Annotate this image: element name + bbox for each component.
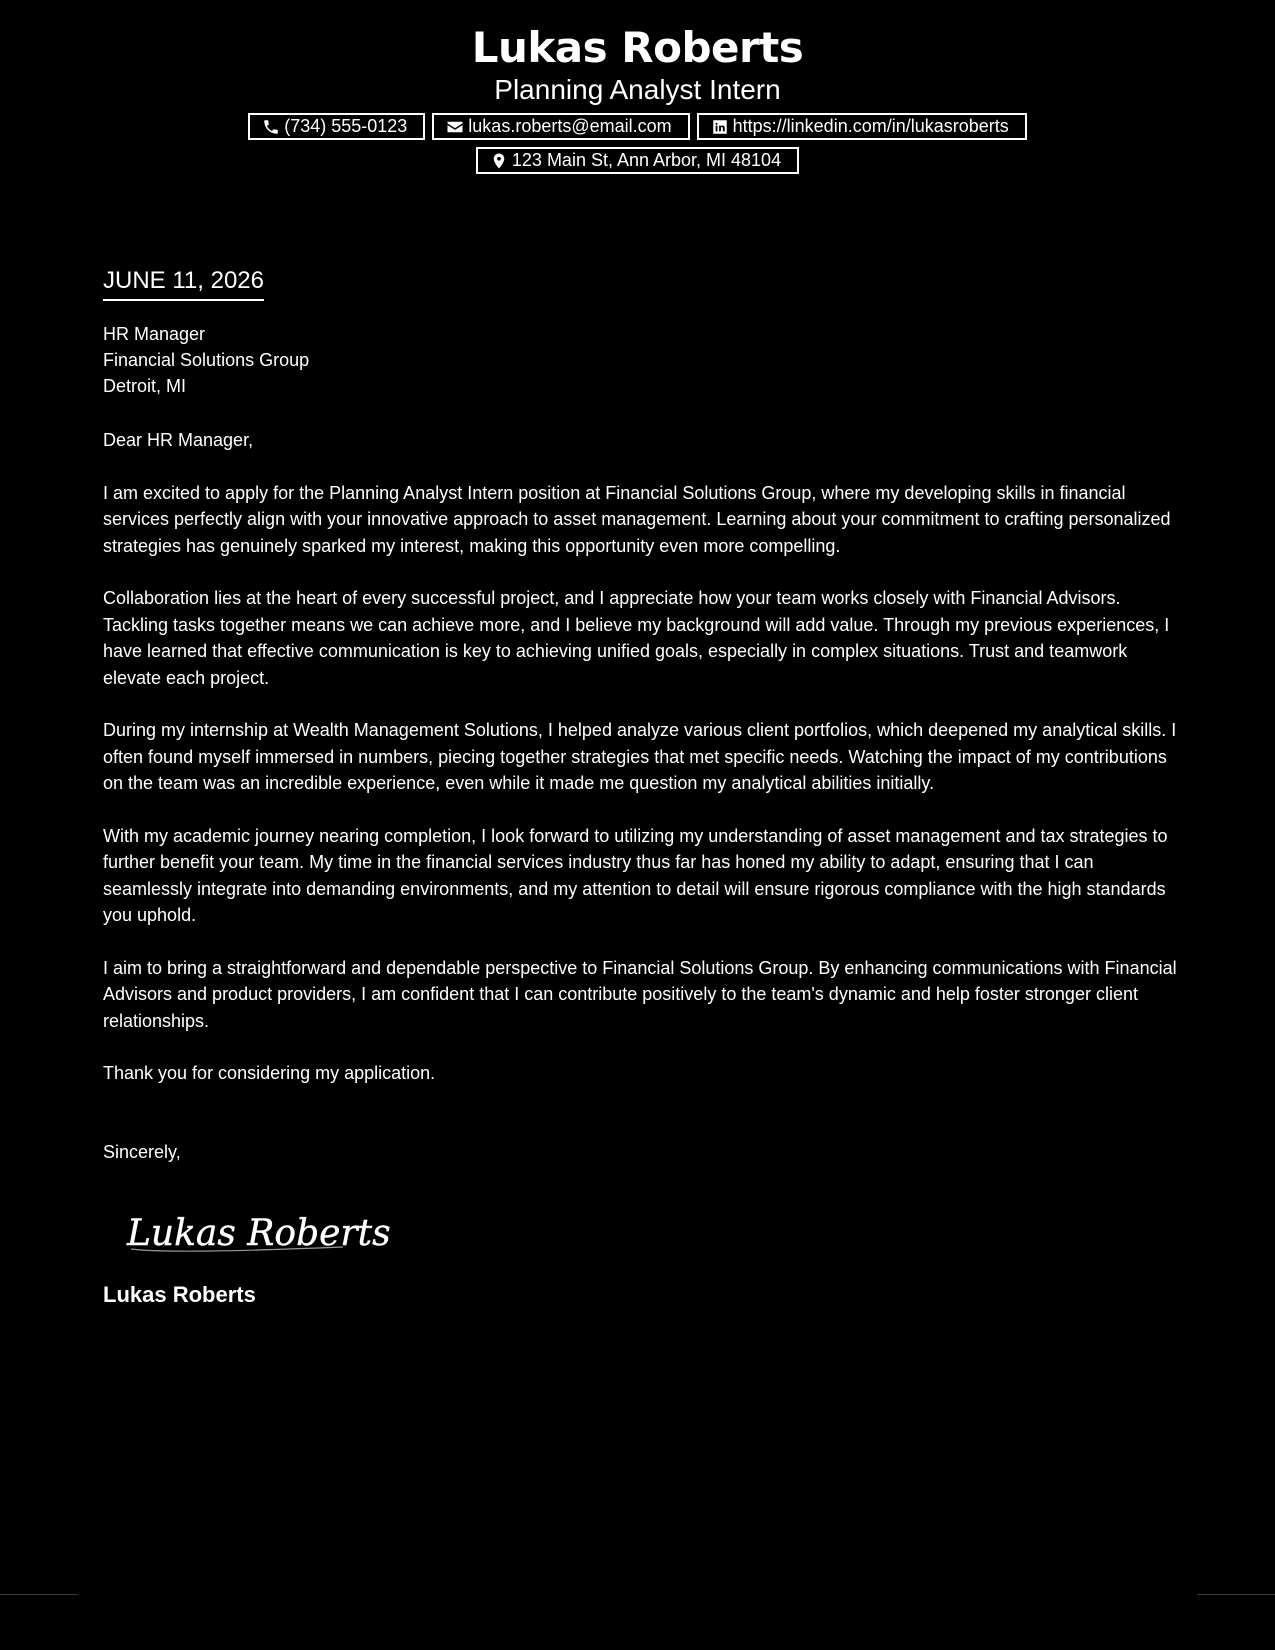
paragraph: Thank you for considering my application. bbox=[103, 1063, 436, 1083]
paragraph: During my internship at Wealth Management Solutions, I helped analyze various client portfolios, which deepened my analytical skills. I often found myself immersed in numbers, piecing together strategies that met specific needs. Watching the impact of my contributions on the team was an incredible experience, even while it made me question my analytical abilities initially. bbox=[103, 720, 1177, 793]
email-chip[interactable] bbox=[432, 113, 689, 140]
address-chip[interactable] bbox=[476, 147, 799, 174]
letter-header bbox=[0, 22, 1275, 174]
linkedin-text: https://linkedin.com/in/lukasroberts bbox=[732, 116, 1009, 136]
recipient-block bbox=[103, 321, 1183, 399]
letter-date: JUNE 11, 2026 bbox=[103, 266, 264, 301]
applicant-role: Planning Analyst Intern bbox=[494, 74, 781, 105]
phone-chip[interactable] bbox=[248, 113, 425, 140]
envelope-icon bbox=[446, 118, 464, 136]
closing: Sincerely, bbox=[103, 1141, 181, 1162]
paragraph: I am excited to apply for the Planning Analyst Intern position at Financial Solutions Group, where my developing skills in financial services perfectly align with your innovative approach to asset management. Learning about your commitment to crafting personalized strategies has genuinely sparked my interest, making this opportunity even more compelling. bbox=[103, 482, 1171, 556]
recipient-location: Detroit, MI bbox=[103, 376, 187, 396]
footer-divider-left bbox=[0, 1594, 78, 1595]
recipient-title: HR Manager bbox=[103, 324, 206, 344]
linkedin-icon bbox=[711, 118, 729, 136]
paragraph: With my academic journey nearing completion, I look forward to utilizing my understanding of asset management and tax strategies to further benefit your team. My time in the financial services industry thus far has honed my ability to adapt, ensuring that I can seamlessly integrate into demanding environments, and my attention to detail will ensure rigorous compliance with the high standards you uphold. bbox=[103, 825, 1168, 925]
letter-body bbox=[103, 266, 1183, 1309]
salutation: Dear HR Manager, bbox=[103, 430, 254, 450]
phone-icon bbox=[262, 118, 280, 136]
signature-graphic bbox=[123, 1203, 391, 1259]
handwritten-signature bbox=[123, 1203, 1183, 1259]
phone-text: (734) 555-0123 bbox=[284, 116, 408, 136]
address-text: 123 Main St, Ann Arbor, MI 48104 bbox=[511, 150, 782, 170]
contact-row bbox=[0, 113, 1275, 140]
linkedin-chip[interactable] bbox=[697, 113, 1027, 140]
paragraph: Collaboration lies at the heart of every successful project, and I appreciate how your team works closely with Financial Advisors. Tackling tasks together means we can achieve more, and I believe my background will add value. Through my previous experiences, I have learned that effective communication is key to achieving unified goals, especially in complex situations. Trust and teamwork elevate each project. bbox=[103, 588, 1170, 688]
recipient-company: Financial Solutions Group bbox=[103, 350, 310, 370]
address-row bbox=[0, 147, 1275, 174]
paragraph: I aim to bring a straightforward and dependable perspective to Financial Solutions Group. By enhancing communications with Financial Advisors and product providers, I am confident that I can contribute positively to the team's dynamic and help foster stronger client relationships. bbox=[103, 957, 1177, 1031]
applicant-name: Lukas Roberts bbox=[471, 23, 804, 72]
map-pin-icon bbox=[490, 152, 508, 170]
footer-divider-right bbox=[1197, 1594, 1275, 1595]
svg-text:Lukas Roberts: Lukas Roberts bbox=[127, 1213, 391, 1254]
email-text: lukas.roberts@email.com bbox=[468, 116, 672, 136]
signer-name: Lukas Roberts bbox=[103, 1282, 256, 1307]
